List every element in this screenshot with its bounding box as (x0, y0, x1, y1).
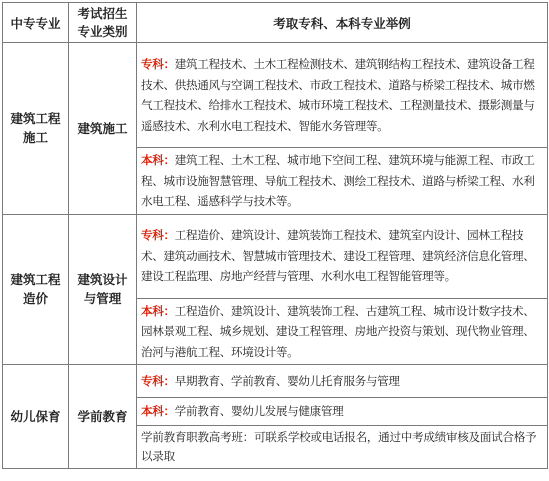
table-header-row (3, 3, 548, 43)
benke-cell (137, 298, 548, 365)
major-name: 建筑工程造价 (10, 272, 61, 307)
zhuanke-cell (137, 43, 548, 148)
zhuanke-text: 工程造价、建筑设计、建筑装饰工程技术、建筑室内设计、园林工程技术、建筑动画技术、智慧城市管理技术、建设工程管理、建筑经济信息化管理、建设工程监理、房地产经营与管理、水利水电工程智能管理等。 (141, 228, 535, 284)
program-table (2, 2, 548, 469)
benke-text: 工程造价、建筑设计、建筑装饰工程、古建筑工程、城市设计数字技术、园林景观工程、城乡规划、建设工程管理、房地产投资与策划、现代物业管理、治河与港航工程、环境设计等。 (141, 303, 535, 359)
table-row (3, 214, 548, 298)
table-row (3, 43, 548, 148)
benke-cell (137, 148, 548, 215)
zhuanke-cell (137, 365, 548, 398)
zhuanke-label: 专科： (141, 373, 175, 388)
benke-label: 本科： (141, 153, 175, 167)
category-cell (69, 214, 137, 365)
benke-cell (137, 398, 548, 426)
table-row (3, 365, 548, 398)
major-cell (3, 43, 69, 215)
zhuanke-text: 建筑工程技术、土木工程检测技术、建筑钢结构工程技术、建筑设备工程技术、供热通风与空调工程技术、市政工程技术、道路与桥梁工程技术、城市燃气工程技术、给排水工程技术、城市环境工程技术、工程测量技术、摄影测量与遥感技术、水利水电工程技术、智能水务管理等。 (141, 57, 535, 133)
category-cell: 学前教育 (69, 365, 137, 469)
category-cell (69, 43, 137, 215)
benke-label: 本科： (141, 303, 175, 318)
category-name: 建筑施工 (77, 120, 128, 136)
zhuanke-text: 早期教育、学前教育、婴幼儿托育服务与管理 (174, 373, 400, 388)
category-name: 建筑设计与管理 (77, 272, 128, 307)
major-name: 建筑工程施工 (10, 111, 61, 146)
zhuanke-cell (137, 214, 548, 298)
zhuanke-label: 专科： (141, 57, 175, 71)
benke-text: 学前教育、婴幼儿发展与健康管理 (174, 404, 344, 419)
benke-label: 本科： (141, 404, 175, 419)
header-major: 中专专业 (3, 3, 69, 43)
major-cell: 幼儿保育 (3, 365, 69, 469)
major-cell (3, 214, 69, 365)
zhuanke-label: 专科： (141, 228, 175, 243)
header-category: 考试招生专业类别 (69, 3, 137, 43)
header-examples: 考取专科、本科专业举例 (137, 3, 548, 43)
note-cell: 学前教育职教高考班：可联系学校或电话报名，通过中考成绩审核及面试合格予以录取 (137, 426, 548, 469)
benke-text: 建筑工程、土木工程、城市地下空间工程、建筑环境与能源工程、市政工程、城市设施智慧管理、导航工程技术、测绘工程技术、道路与桥梁工程、水利水电工程、遥感科学与技术等。 (141, 153, 535, 208)
